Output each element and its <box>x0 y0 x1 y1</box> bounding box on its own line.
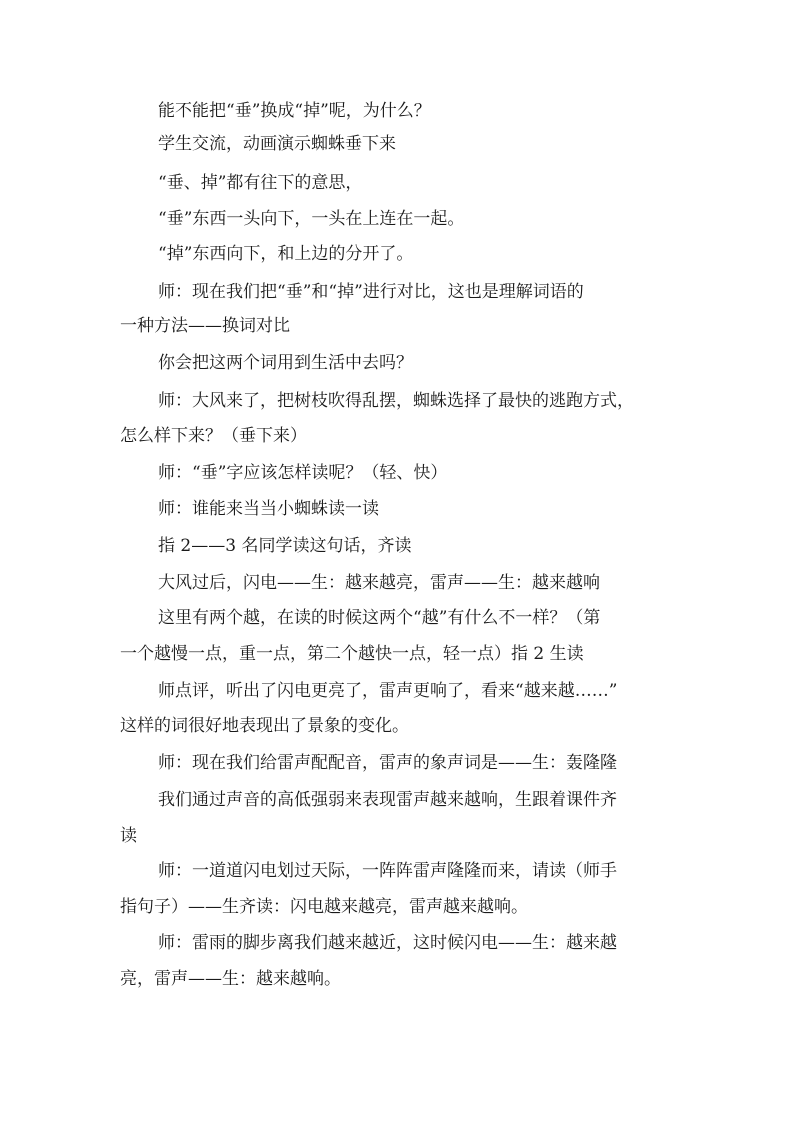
text-line: “垂、掉”都有往下的意思， <box>158 173 363 193</box>
text-line: 师：谁能来当当小蜘蛛读一读 <box>158 499 379 519</box>
text-line: 亮，雷声——生：越来越响。 <box>120 969 341 989</box>
text-line: 师：雷雨的脚步离我们越来越近，这时候闪电——生：越来越 <box>158 933 617 953</box>
text-line: 读 <box>120 826 137 846</box>
text-line: 师点评，听出了闪电更亮了，雷声更响了，看来“越来越……” <box>158 681 618 701</box>
text-line: 能不能把“垂”换成“掉”呢，为什么？ <box>158 101 431 121</box>
text-line: 师：现在我们给雷声配配音，雷声的象声词是——生：轰隆隆 <box>158 753 617 773</box>
text-line: 怎么样下来？（垂下来） <box>120 426 307 446</box>
text-line: 这里有两个越，在读的时候这两个“越”有什么不一样？（第 <box>158 608 601 628</box>
text-line: 你会把这两个词用到生活中去吗？ <box>158 353 413 373</box>
text-line: 我们通过声音的高低强弱来表现雷声越来越响，生跟着课件齐 <box>158 790 617 810</box>
text-line: 一个越慢一点，重一点，第二个越快一点，轻一点）指 2 生读 <box>120 644 584 664</box>
text-line: 这样的词很好地表现出了景象的变化。 <box>120 716 409 736</box>
text-line: “掉”东西向下，和上边的分开了。 <box>158 244 414 264</box>
text-line: 师：“垂”字应该怎样读呢？（轻、快） <box>158 463 448 483</box>
text-line: 一种方法——换词对比 <box>120 316 290 336</box>
text-line: “垂”东西一头向下，一头在上连在一起。 <box>158 209 465 229</box>
text-line: 师：现在我们把“垂”和“掉”进行对比，这也是理解词语的 <box>158 282 584 302</box>
text-line: 师：大风来了，把树枝吹得乱摆，蜘蛛选择了最快的逃跑方式， <box>158 391 634 411</box>
text-line: 师：一道道闪电划过天际，一阵阵雷声隆隆而来，请读（师手 <box>158 861 617 881</box>
text-line: 指 2——3 名同学读这句话，齐读 <box>158 536 412 556</box>
text-line: 指句子）——生齐读：闪电越来越亮，雷声越来越响。 <box>120 897 528 917</box>
text-line: 学生交流，动画演示蜘蛛垂下来 <box>158 134 396 154</box>
text-line: 大风过后，闪电——生：越来越亮，雷声——生：越来越响 <box>158 573 600 593</box>
